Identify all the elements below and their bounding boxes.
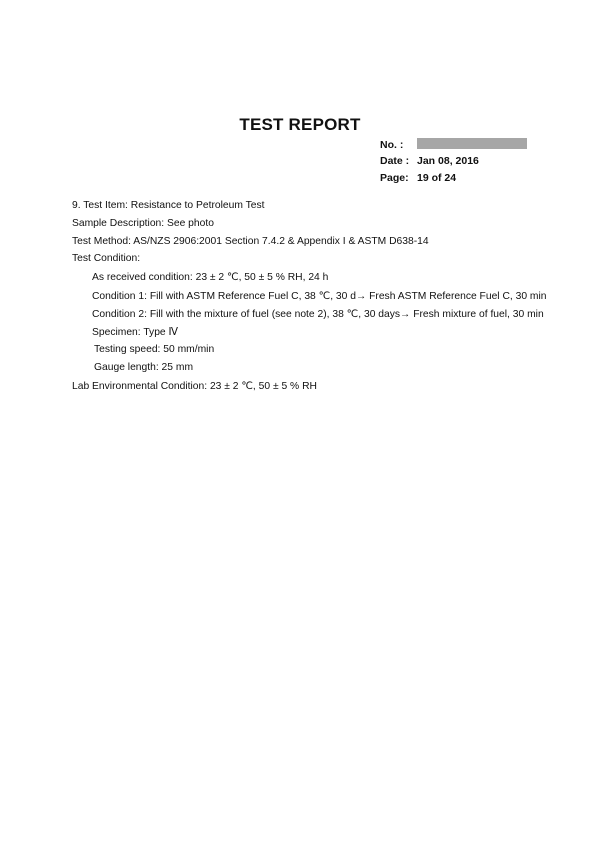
lab-environment-line: Lab Environmental Condition: 23 ± 2 ℃, 50 ± 5 % RH [72,381,317,392]
sample-description-line: Sample Description: See photo [72,218,214,229]
test-condition-heading: Test Condition: [72,253,141,264]
report-number-row [380,138,527,151]
as-received-condition-line: As received condition: 23 ± 2 ℃, 50 ± 5 % RH, 24 h [92,272,329,283]
report-date-label: Date : [380,155,410,167]
testing-speed-line: Testing speed: 50 mm/min [94,344,215,355]
page-number-value: 19 of 24 [417,172,457,184]
test-method-line: Test Method: AS/NZS 2906:2001 Section 7.4.2 & Appendix I & ASTM D638-14 [72,236,429,247]
condition-2-line: Condition 2: Fill with the mixture of fuel (see note 2), 38 ℃, 30 days→ Fresh mixture of fuel, 30 min [92,309,544,320]
specimen-line: Specimen: Type Ⅳ [92,327,179,338]
condition-1-line: Condition 1: Fill with ASTM Reference Fuel C, 38 ℃, 30 d→ Fresh ASTM Reference Fuel C, 30 min [92,291,547,302]
report-date-row [380,155,479,167]
report-date-value: Jan 08, 2016 [417,155,479,167]
page-number-row [380,172,456,184]
test-item-line: 9. Test Item: Resistance to Petroleum Test [72,200,265,211]
report-title: TEST REPORT [239,115,361,134]
redacted-report-number [417,138,527,149]
report-number-label: No. : [380,139,404,151]
page-label: Page: [380,172,409,184]
gauge-length-line: Gauge length: 25 mm [94,362,194,373]
